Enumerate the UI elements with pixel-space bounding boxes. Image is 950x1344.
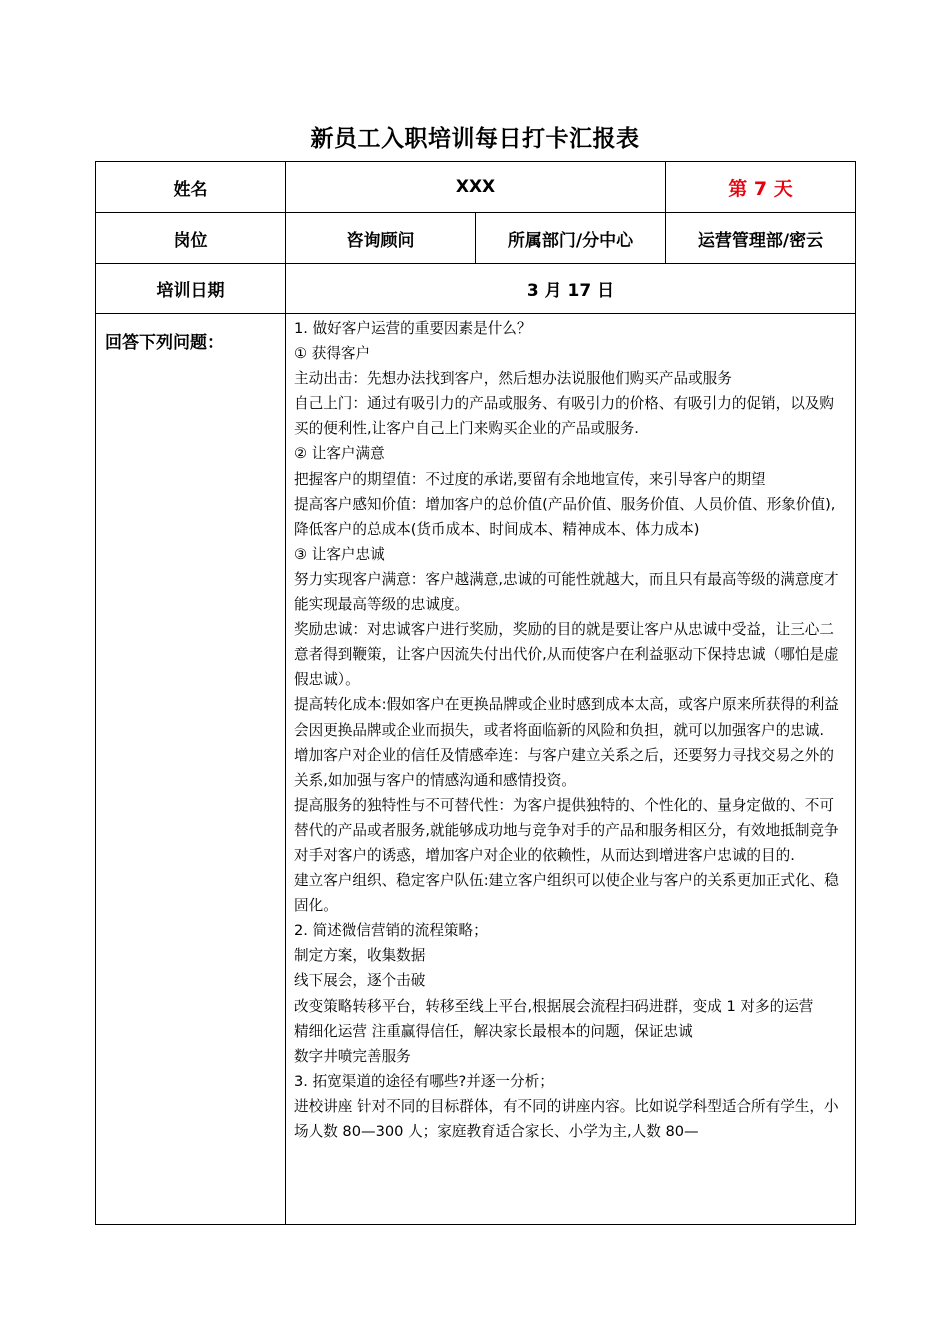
position-label: 岗位 bbox=[96, 213, 286, 264]
name-value[interactable]: XXX bbox=[286, 162, 666, 213]
answer-line: 把握客户的期望值：不过度的承诺,要留有余地地宣传，来引导客户的期望 bbox=[294, 470, 766, 488]
report-table bbox=[95, 161, 856, 1225]
answer-line: 奖励忠诚：对忠诚客户进行奖励，奖励的目的就是要让客户从忠诚中受益，让三心二意者得到鞭策，让客户因流失付出代价,从而使客户在利益驱动下保持忠诚（哪怕是虚假忠诚）。 bbox=[294, 621, 839, 689]
answer-line: 数字井喷完善服务 bbox=[294, 1047, 411, 1065]
answer-line: 1. 做好客户运营的重要因素是什么？ bbox=[294, 320, 532, 337]
answer-line: 改变策略转移平台，转移至线上平台,根据展会流程扫码进群，变成 1 对多的运营 bbox=[294, 997, 814, 1015]
answer-line: ③ 让客户忠诚 bbox=[294, 545, 385, 563]
answer-line: ① 获得客户 bbox=[294, 345, 371, 363]
answer-line: 主动出击：先想办法找到客户，然后想办法说服他们购买产品或服务 bbox=[294, 370, 732, 388]
date-value[interactable]: 3 月 17 日 bbox=[286, 264, 856, 314]
answer-area[interactable] bbox=[286, 314, 856, 1225]
name-label: 姓名 bbox=[96, 162, 286, 213]
answer-line: 制定方案，收集数据 bbox=[294, 947, 426, 965]
answer-line: 3. 拓宽渠道的途径有哪些?并逐一分析； bbox=[294, 1072, 554, 1090]
dept-value[interactable]: 运营管理部/密云 bbox=[666, 213, 856, 264]
answer-line: 努力实现客户满意：客户越满意,忠诚的可能性就越大，而且只有最高等级的满意度才能实现最高等级的忠诚度。 bbox=[294, 570, 839, 614]
dept-label: 所属部门/分中心 bbox=[476, 213, 666, 264]
answer-line: 增加客户对企业的信任及情感牵连：与客户建立关系之后，还要努力寻找交易之外的关系,如加强与客户的情感沟通和感情投资。 bbox=[294, 746, 834, 789]
answer-line: 精细化运营 注重赢得信任，解决家长最根本的问题，保证忠诚 bbox=[294, 1022, 693, 1040]
answer-line: 2. 简述微信营销的流程策略； bbox=[294, 922, 488, 940]
date-label: 培训日期 bbox=[96, 264, 286, 314]
question-label: 回答下列问题： bbox=[96, 314, 286, 1225]
position-value[interactable]: 咨询顾问 bbox=[286, 213, 476, 264]
answer-line: 提高转化成本:假如客户在更换品牌或企业时感到成本太高，或客户原来所获得的利益会因更换品牌或企业而损失，或者将面临新的风险和负担，就可以加强客户的忠诚. bbox=[294, 696, 839, 739]
answer-line: 线下展会，逐个击破 bbox=[294, 972, 426, 990]
answer-line: 自己上门：通过有吸引力的产品或服务、有吸引力的价格、有吸引力的促销，以及购买的便利性,让客户自己上门来购买企业的产品或服务. bbox=[294, 395, 834, 438]
answer-line: 提高客户感知价值：增加客户的总价值(产品价值、服务价值、人员价值、形象价值),降低客户的总成本(货币成本、时间成本、精神成本、体力成本) bbox=[294, 495, 836, 538]
answer-line: 进校讲座 针对不同的目标群体，有不同的讲座内容。比如说学科型适合所有学生，小场人数 80—300 人；家庭教育适合家长、小学为主,人数 80— bbox=[294, 1097, 839, 1140]
page-title: 新员工入职培训每日打卡汇报表 bbox=[310, 126, 640, 152]
answer-line: ② 让客户满意 bbox=[294, 445, 385, 463]
answer-line: 提高服务的独特性与不可替代性：为客户提供独特的、个性化的、量身定做的、不可替代的产品或者服务,就能够成功地与竞争对手的产品和服务相区分，有效地抵制竞争对手对客户的诱惑，增加客户对企业的依赖性，从而达到增进客户忠诚的目的. bbox=[294, 796, 839, 864]
day-counter: 第 7 天 bbox=[666, 162, 856, 213]
answer-line: 建立客户组织、稳定客户队伍:建立客户组织可以使企业与客户的关系更加正式化、稳固化。 bbox=[294, 872, 839, 915]
